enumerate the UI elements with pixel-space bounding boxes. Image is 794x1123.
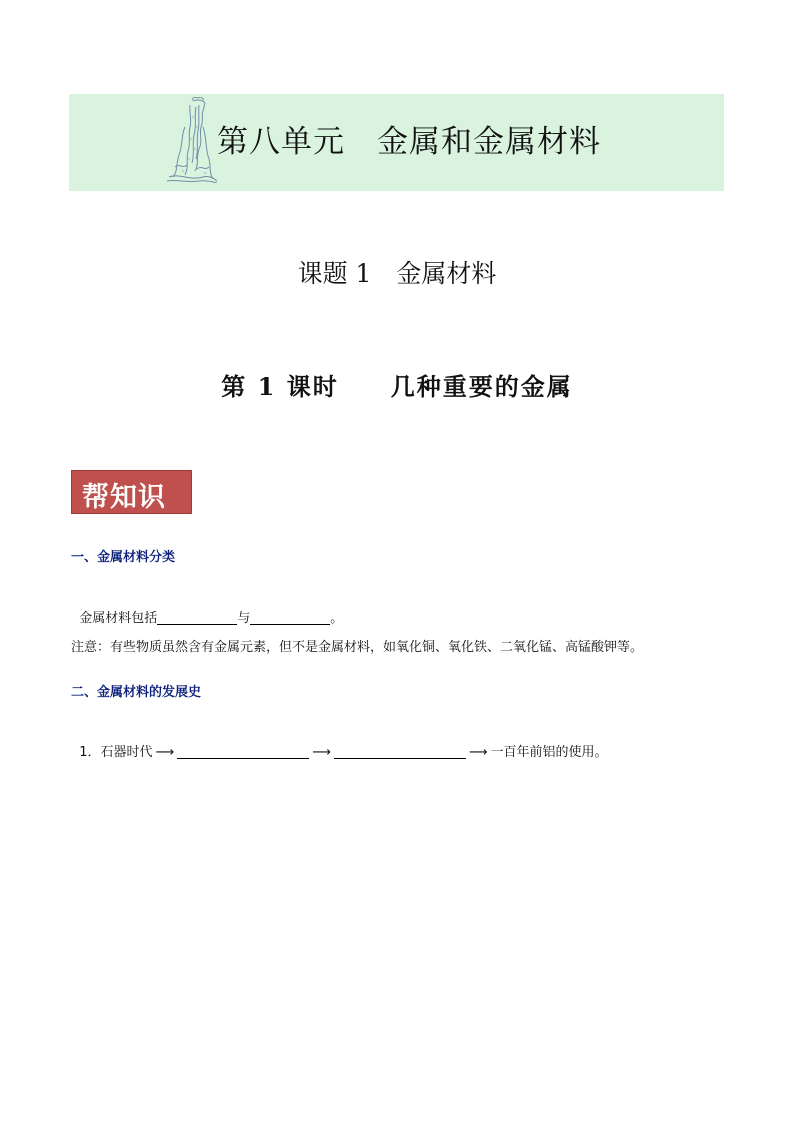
answer-blank[interactable] — [177, 744, 309, 759]
history-suffix-text: 一百年前铝的使用。 — [490, 745, 608, 760]
answer-blank[interactable] — [250, 610, 330, 625]
history-prefix-text: 1．石器时代 — [79, 745, 153, 760]
answer-blank[interactable] — [334, 744, 466, 759]
fill-middle-text: 与 — [237, 611, 251, 626]
section-badge — [71, 470, 192, 514]
section-badge-label: 帮知识 — [82, 482, 166, 513]
arrow-icon: ⟶ — [312, 745, 331, 760]
note-paragraph: 注意：有些物质虽然含有金属元素，但不是金属材料，如氧化铜、氧化铁、二氧化锰、高锰酸钾等。 — [71, 640, 644, 655]
arrow-icon: ⟶ — [468, 745, 488, 760]
fill-in-line-history — [71, 726, 607, 760]
unit-title: 第八单元 金属和金属材料 — [217, 124, 601, 160]
period-title: 第 1 课时 几种重要的金属 — [221, 372, 573, 401]
lesson-title: 课题 1 金属材料 — [297, 259, 497, 288]
section-heading-history: 二、金属材料的发展史 — [71, 685, 202, 700]
fill-suffix-text: 。 — [330, 611, 344, 626]
section-heading-classification: 一、金属材料分类 — [71, 550, 176, 565]
waterfall-illustration — [163, 97, 219, 183]
fill-prefix-text: 金属材料包括 — [79, 611, 158, 626]
unit-banner — [69, 94, 724, 191]
fill-in-line-classification — [71, 592, 343, 626]
answer-blank[interactable] — [157, 610, 237, 625]
arrow-icon: ⟶ — [155, 745, 175, 760]
